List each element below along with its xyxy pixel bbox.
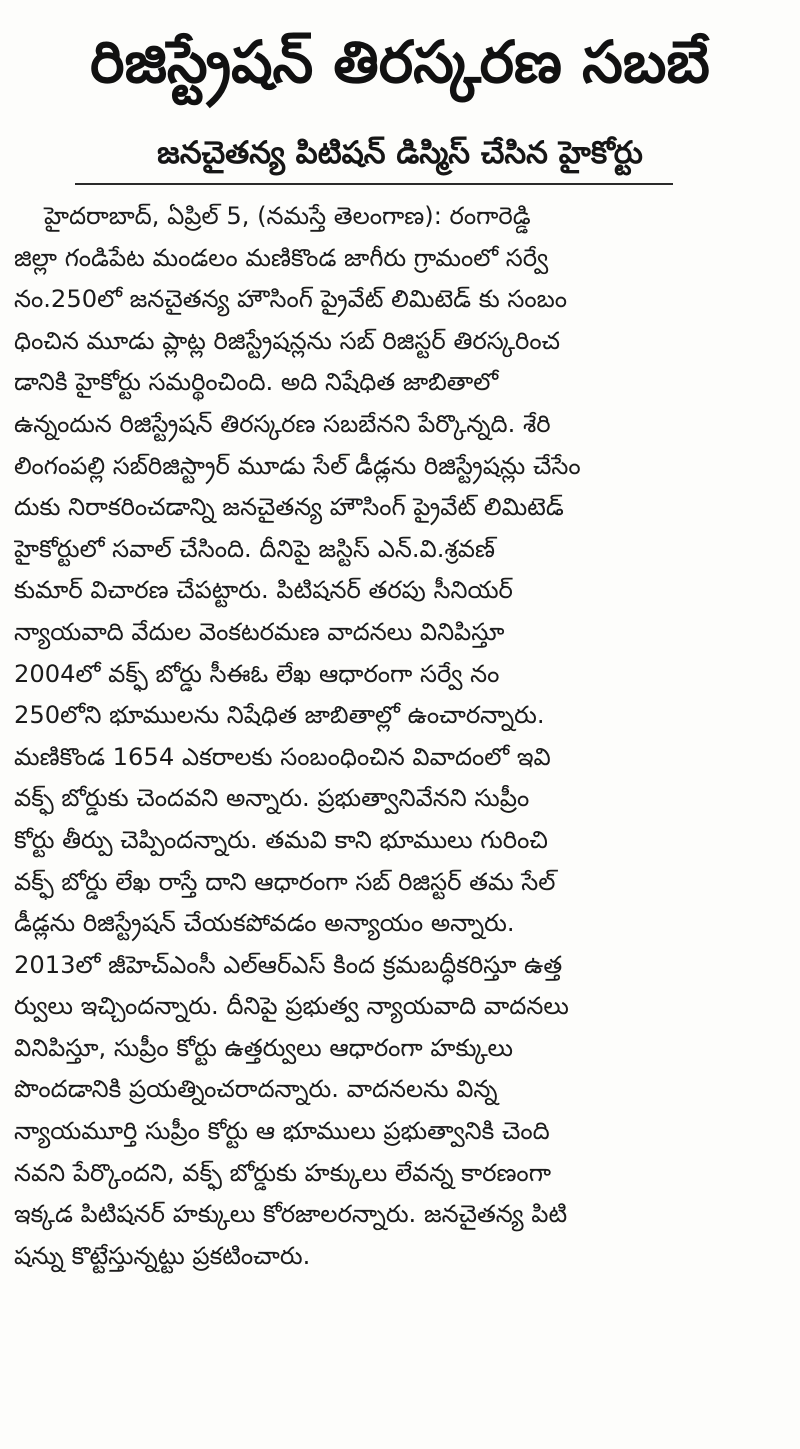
- article-body: [14, 196, 774, 1277]
- body-line: 250లోని భూములను నిషేధిత జాబితాల్లో ఉంచారన్నారు.: [14, 701, 545, 730]
- body-line: షన్ను కొట్టేస్తున్నట్టు ప్రకటించారు.: [14, 1241, 311, 1270]
- article-subheadline: జనచైతన్య పిటిషన్ డిస్మిస్ చేసిన హైకోర్టు: [157, 135, 643, 171]
- body-line: 2004లో వక్ఫ్ బోర్డు సీఈఓ లేఖ ఆధారంగా సర్వే నం: [14, 659, 500, 688]
- article-headline: రిజిస్ట్రేషన్ తిరస్కరణ సబబే: [90, 28, 710, 96]
- body-line: జిల్లా గండిపేట మండలం మణికొండ జాగీరు గ్రామంలో సర్వే: [14, 243, 549, 272]
- body-line: ర్వులు ఇచ్చిందన్నారు. దీనిపై ప్రభుత్వ న్యాయవాది వాదనలు: [14, 992, 569, 1021]
- body-line: లింగంపల్లి సబ్‌రిజిస్ట్రార్ మూడు సేల్ డీడ్లను రిజిస్ట్రేషన్లు చేసేం: [14, 451, 581, 480]
- body-line: 2013లో జీహెచ్ఎంసీ ఎల్ఆర్ఎస్ కింద క్రమబద్ధీకరిస్తూ ఉత్త: [14, 950, 563, 979]
- body-line: న్యాయవాది వేదుల వెంకటరమణ వాదనలు వినిపిస్తూ: [14, 617, 505, 646]
- body-line: కోర్టు తీర్పు చెప్పిందన్నారు. తమవి కాని భూములు గురించి: [14, 825, 548, 854]
- body-line: దుకు నిరాకరించడాన్ని జనచైతన్య హౌసింగ్ ప్రైవేట్ లిమిటెడ్: [14, 493, 564, 522]
- body-line: నం.250లో జనచైతన్య హౌసింగ్ ప్రైవేట్ లిమిటెడ్ కు సంబం: [14, 285, 568, 314]
- body-line: వక్ఫ్ బోర్డుకు చెందవని అన్నారు. ప్రభుత్వానివేనని సుప్రీం: [14, 784, 530, 813]
- body-line: నవని పేర్కొందని, వక్ఫ్ బోర్డుకు హక్కులు లేవన్న కారణంగా: [14, 1158, 551, 1187]
- body-line: న్యాయమూర్తి సుప్రీం కోర్టు ఆ భూములు ప్రభుత్వానికి చెంది: [14, 1117, 550, 1146]
- body-line: హైకోర్టులో సవాల్ చేసింది. దీనిపై జస్టిస్ ఎన్.వి.శ్రవణ్: [14, 534, 495, 563]
- body-line: డీడ్లను రిజిస్ట్రేషన్ చేయకపోవడం అన్యాయం అన్నారు.: [14, 909, 515, 938]
- body-line: డానికి హైకోర్టు సమర్థించింది. అది నిషేధిత జాబితాలో: [14, 368, 499, 397]
- body-line: ఇక్కడ పిటిషనర్ హక్కులు కోరజాలరన్నారు. జనచైతన్య పిటి: [14, 1200, 568, 1229]
- body-line: మణికొండ 1654 ఎకరాలకు సంబంధించిన వివాదంలో ఇవి: [14, 742, 551, 771]
- body-line: కుమార్ విచారణ చేపట్టారు. పిటిషనర్ తరపు సీనియర్: [14, 576, 513, 605]
- body-line: ధించిన మూడు ప్లాట్ల రిజిస్ట్రేషన్లను సబ్ రిజిస్టర్ తిరస్కరించ: [14, 326, 560, 355]
- body-line: ఉన్నందున రిజిస్ట్రేషన్ తిరస్కరణ సబబేనని పేర్కొన్నది. శేరి: [14, 409, 551, 438]
- body-line: పొందడానికి ప్రయత్నించరాదన్నారు. వాదనలను విన్న: [14, 1075, 498, 1104]
- body-line: వక్ఫ్ బోర్డు లేఖ రాస్తే దాని ఆధారంగా సబ్ రిజిస్టర్ తమ సేల్: [14, 867, 556, 896]
- body-line: హైదరాబాద్, ఏప్రిల్ 5, (నమస్తే తెలంగాణ): రంగారెడ్డి: [44, 202, 531, 230]
- body-line: వినిపిస్తూ, సుప్రీం కోర్టు ఉత్తర్వులు ఆధారంగా హక్కులు: [14, 1033, 514, 1062]
- subheadline-underline: [75, 183, 673, 185]
